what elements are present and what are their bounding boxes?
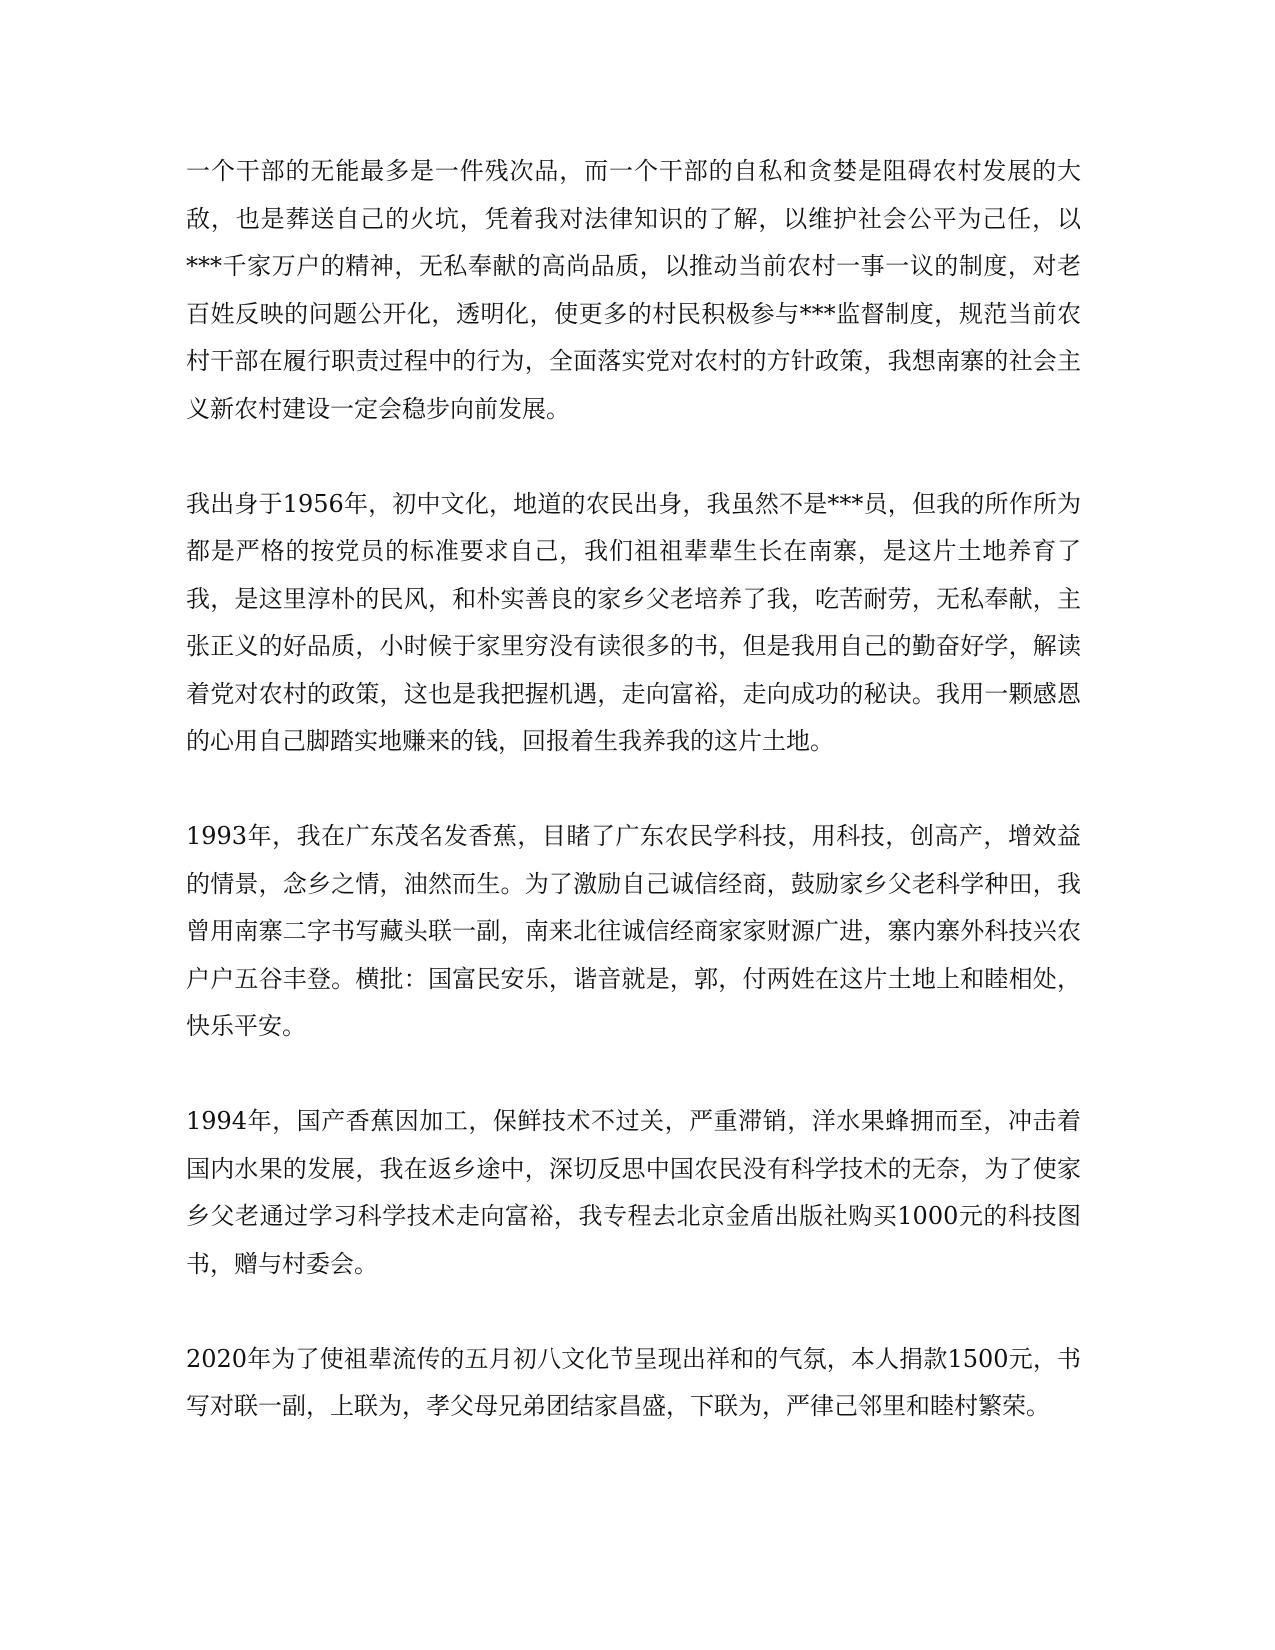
paragraph-2020-festival-donation: 2020年为了使祖辈流传的五月初八文化节呈现出祥和的气氛，本人捐款1500元，书写对联一副，上联为，孝父母兄弟团结家昌盛，下联为，严律己邻里和睦村繁荣。 [186, 1344, 1081, 1420]
paragraph-1994-books-donation: 1994年，国产香蕉因加工，保鲜技术不过关，严重滞销，洋水果蜂拥而至，冲击着国内水果的发展，我在返乡途中，深切反思中国农民没有科学技术的无奈，为了使家乡父老通过学习科学技术走向富裕，我专程去北京金盾出版社购买1000元的科技图书，赠与村委会。 [186, 1107, 1081, 1278]
paragraph-personal-background: 我出身于1956年，初中文化，地道的农民出身，我虽然不是***员，但我的所作所为都是严格的按党员的标准要求自己，我们祖祖辈辈生长在南寨，是这片土地养育了我，是这里淳朴的民风，和朴实善良的家乡父老培养了我，吃苦耐劳，无私奉献，主张正义的好品质，小时候于家里穷没有读很多的书，但是我用自己的勤奋好学，解读着党对农村的政策，这也是我把握机遇，走向富裕，走向成功的秘诀。我用一颗感恩的心用自己脚踏实地赚来的钱，回报着生我养我的这片土地。 [186, 489, 1081, 755]
paragraph-1993-guangdong: 1993年，我在广东茂名发香蕉，目睹了广东农民学科技，用科技，创高产，增效益的情景，念乡之情，油然而生。为了激励自己诚信经商，鼓励家乡父老科学种田，我曾用南寨二字书写藏头联一副，南来北往诚信经商家家财源广进，寨内寨外科技兴农户户五谷丰登。横批：国富民安乐，谐音就是，郭，付两姓在这片土地上和睦相处，快乐平安。 [186, 822, 1081, 1040]
paragraph-cadre-selfishness: 一个干部的无能最多是一件残次品，而一个干部的自私和贪婪是阻碍农村发展的大敌，也是葬送自己的火坑，凭着我对法律知识的了解，以维护社会公平为己任，以***千家万户的精神，无私奉献的高尚品质，以推动当前农村一事一议的制度，对老百姓反映的问题公开化，透明化，使更多的村民积极参与***监督制度，规范当前农村干部在履行职责过程中的行为，全面落实党对农村的方针政策，我想南寨的社会主义新农村建设一定会稳步向前发展。 [186, 157, 1081, 423]
document-body [186, 148, 1081, 1431]
